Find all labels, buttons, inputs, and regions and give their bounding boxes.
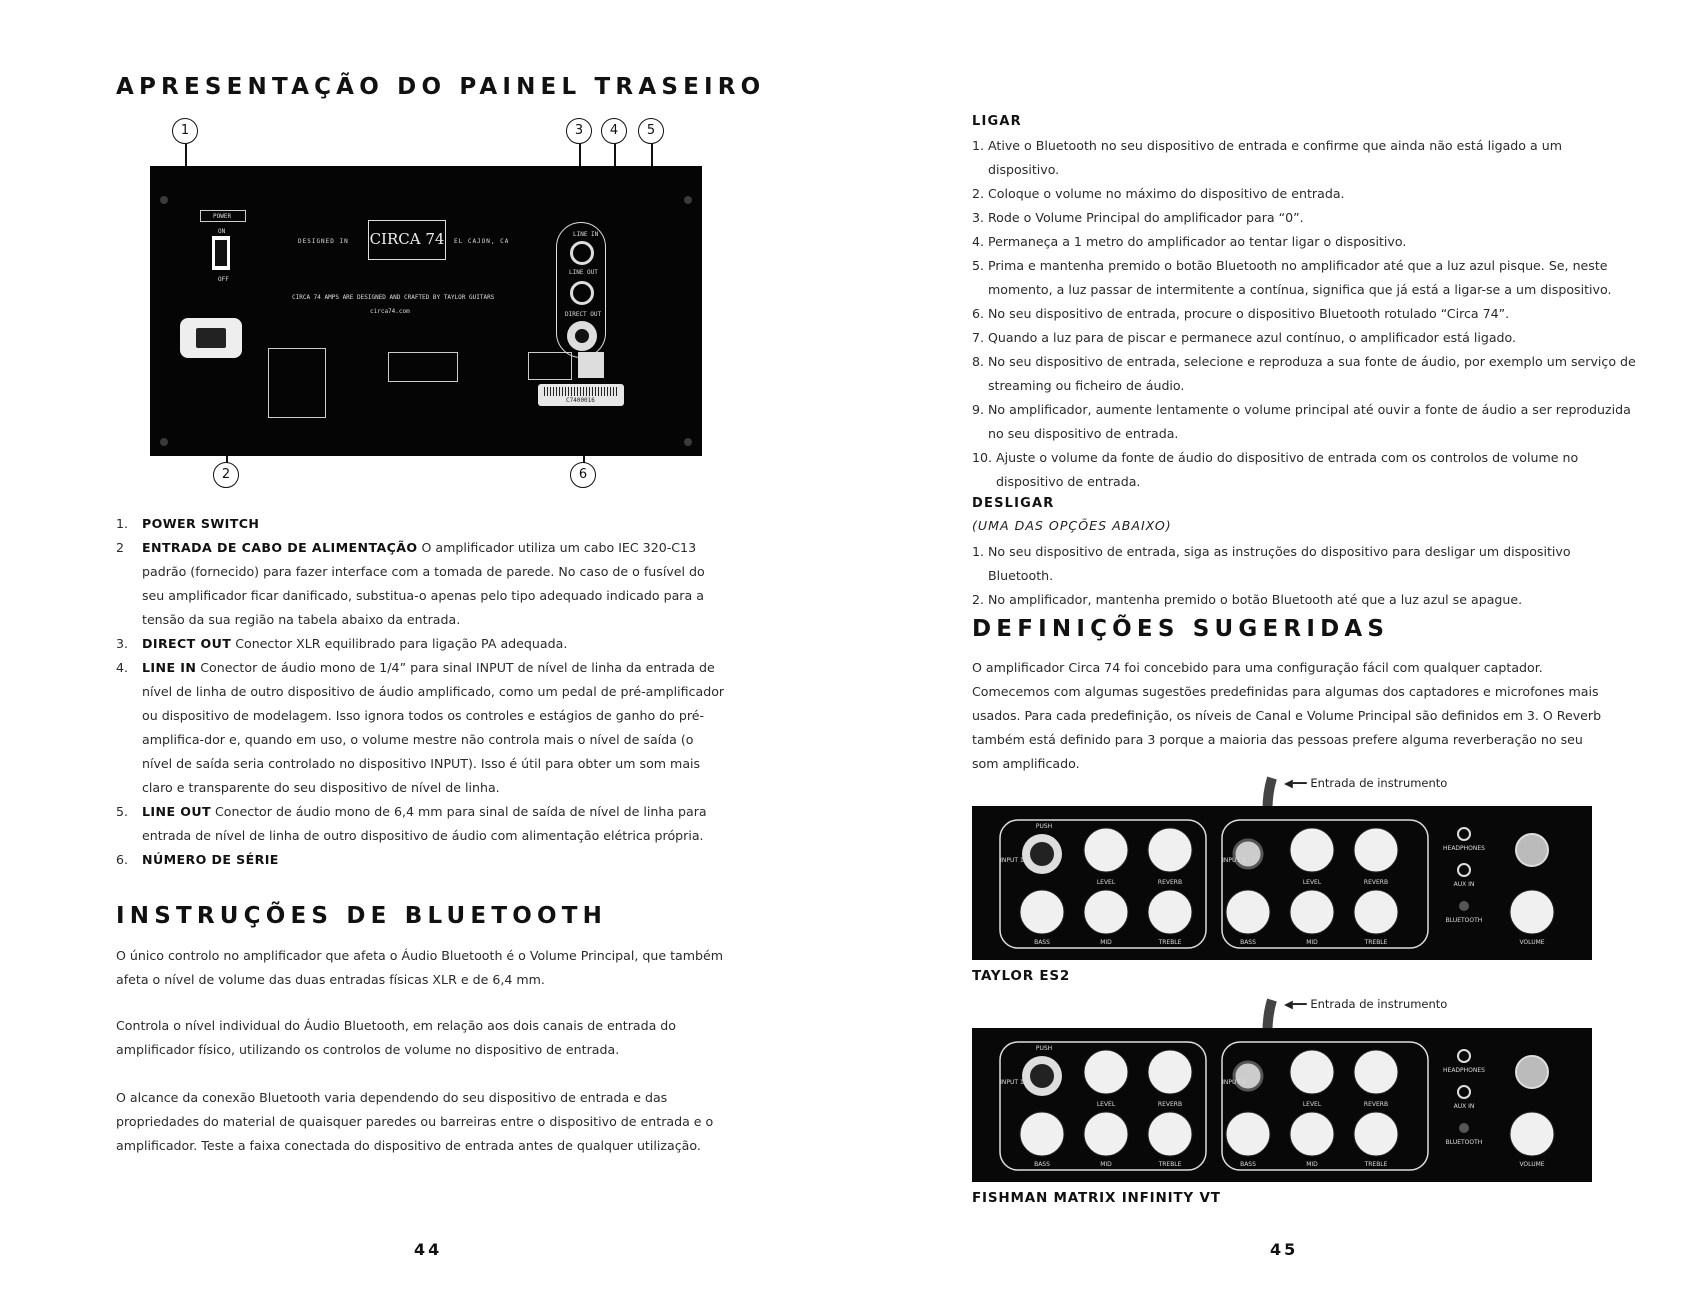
ligar-steps xyxy=(972,134,1637,494)
list-item: 4. Permaneça a 1 metro do amplificador ao tentar ligar o dispositivo. xyxy=(972,234,1407,249)
list-item: 5. LINE OUT Conector de áudio mono de 6,4 mm para sinal de saída de nível de linha para entrada de nível de linha de outro dispositivo de áudio com alimentação elétrica própria. xyxy=(116,804,707,843)
bluetooth-light xyxy=(1516,1056,1548,1088)
power-switch[interactable] xyxy=(212,236,230,270)
list-item: 2. No amplificador, mantenha premido o botão Bluetooth até que a luz azul se apague. xyxy=(972,592,1523,607)
mid-knob[interactable] xyxy=(1290,890,1334,934)
list-item: 1. POWER SWITCH xyxy=(116,516,260,531)
direct-out-label: DIRECT OUT xyxy=(565,311,602,318)
ligar-heading: LIGAR xyxy=(972,114,1022,129)
amp-label: REVERB xyxy=(1363,1101,1389,1108)
page-number: 44 xyxy=(414,1240,443,1259)
treble-knob[interactable] xyxy=(1354,1112,1398,1156)
amp-label: HEADPHONES xyxy=(1443,845,1485,852)
website-label: circa74.com xyxy=(370,308,410,315)
screw xyxy=(160,438,168,446)
bluetooth-heading: INSTRUÇÕES DE BLUETOOTH xyxy=(116,903,608,929)
callout-4: 4 xyxy=(601,118,627,144)
amp-panel-taylor-es2 xyxy=(972,770,1592,962)
amp-label: MID xyxy=(1100,939,1112,946)
amp-label: INPUT 1 xyxy=(1000,857,1024,864)
treble-knob[interactable] xyxy=(1354,890,1398,934)
list-item: 3. DIRECT OUT Conector XLR equilibrado para ligação PA adequada. xyxy=(116,636,568,651)
callout-6: 6 xyxy=(570,462,596,488)
rear-panel-heading: APRESENTAÇÃO DO PAINEL TRASEIRO xyxy=(116,74,766,100)
power-rocker xyxy=(215,240,227,266)
screw xyxy=(160,196,168,204)
bass-knob[interactable] xyxy=(1226,890,1270,934)
list-item: 6. NÚMERO DE SÉRIE xyxy=(116,852,279,867)
reverb-knob[interactable] xyxy=(1148,828,1192,872)
amp-label: BLUETOOTH xyxy=(1445,917,1483,924)
line-out-label: LINE OUT xyxy=(569,269,598,276)
list-item: 2. Coloque o volume no máximo do dispositivo de entrada. xyxy=(972,186,1345,201)
list-item: 9. No amplificador, aumente lentamente o volume principal até ouvir a fonte de áudio a ser reproduzida no seu dispositivo de entrada. xyxy=(972,402,1631,441)
list-item: 2 ENTRADA DE CABO DE ALIMENTAÇÃO O amplificador utiliza um cabo IEC 320-C13 padrão (fornecido) para fazer interface com a tomada de parede. No caso de o fusível do seu amplificador ficar danificado, substitua-o apenas pelo tipo adequado indicado para a tensão da sua região na tabela abaixo da entrada. xyxy=(116,540,705,627)
list-item: 10. Ajuste o volume da fonte de áudio do dispositivo de entrada com os controlos de volume no dispositivo de entrada. xyxy=(972,450,1579,489)
amp-label: BLUETOOTH xyxy=(1445,1139,1483,1146)
list-item: 6. No seu dispositivo de entrada, procure o dispositivo Bluetooth rotulado “Circa 74”. xyxy=(972,306,1510,321)
page-number: 45 xyxy=(1270,1240,1299,1259)
amp-caption-2: FISHMAN MATRIX INFINITY VT xyxy=(972,1190,1221,1206)
callout-3: 3 xyxy=(566,118,592,144)
amp-label: LEVEL xyxy=(1302,1101,1322,1108)
right-page xyxy=(850,0,1700,1314)
volume-knob[interactable] xyxy=(1510,890,1554,934)
amp-label: REVERB xyxy=(1157,1101,1183,1108)
amp-label: INPUT 2 xyxy=(1222,1079,1246,1086)
power-off-label: OFF xyxy=(218,276,229,283)
crafted-by-label: CIRCA 74 AMPS ARE DESIGNED AND CRAFTED BY TAYLOR GUITARS xyxy=(292,294,495,301)
rear-panel-figure xyxy=(150,118,710,498)
amp-label: REVERB xyxy=(1363,879,1389,886)
line-out-jack[interactable] xyxy=(570,281,594,305)
level-knob[interactable] xyxy=(1084,1050,1128,1094)
level-knob[interactable] xyxy=(1084,828,1128,872)
bluetooth-paragraph-3: O alcance da conexão Bluetooth varia dependendo do seu dispositivo de entrada e das propriedades do material de quaisquer paredes ou barreiras entre o dispositivo de entrada e o amplificador. Teste a faixa conectada do dispositivo de entrada antes de qualquer utilização. xyxy=(116,1090,714,1153)
input-arrow-2: ◀━━ Entrada de instrumento xyxy=(1284,997,1448,1011)
amp-label: HEADPHONES xyxy=(1443,1067,1485,1074)
serial-sticker xyxy=(538,384,624,406)
line-in-label: LINE IN xyxy=(573,231,599,238)
volume-knob[interactable] xyxy=(1510,1112,1554,1156)
amp-label: INPUT 2 xyxy=(1222,857,1246,864)
amp-label: PUSH xyxy=(1035,1045,1053,1052)
mid-knob[interactable] xyxy=(1084,1112,1128,1156)
mid-knob[interactable] xyxy=(1290,1112,1334,1156)
combo-input-center xyxy=(1030,842,1054,866)
amp-label: MID xyxy=(1306,939,1318,946)
level-knob[interactable] xyxy=(1290,1050,1334,1094)
power-label: POWER xyxy=(213,213,232,220)
bluetooth-button[interactable] xyxy=(1459,901,1469,911)
reverb-knob[interactable] xyxy=(1354,828,1398,872)
designed-in-label: DESIGNED IN xyxy=(298,238,349,245)
rear-panel xyxy=(150,166,702,456)
list-item: 5. Prima e mantenha premido o botão Bluetooth no amplificador até que a luz azul pisque. Se, neste momento, a luz passar de intermitente a contínua, significa que já está a ligar-se a um dispositivo. xyxy=(972,258,1612,297)
circa-logo: CIRCA 74 xyxy=(368,220,446,260)
treble-knob[interactable] xyxy=(1148,1112,1192,1156)
reverb-knob[interactable] xyxy=(1148,1050,1192,1094)
jack-panel xyxy=(556,222,606,358)
settings-heading: DEFINIÇÕES SUGERIDAS xyxy=(972,616,1390,642)
bluetooth-paragraph-1: O único controlo no amplificador que afeta o Áudio Bluetooth é o Volume Principal, que também afeta o nível de volume das duas entradas físicas XLR e de 6,4 mm. xyxy=(116,948,724,987)
list-item: 1. No seu dispositivo de entrada, siga as instruções do dispositivo para desligar um dispositivo Bluetooth. xyxy=(972,544,1571,583)
amp-label: MID xyxy=(1100,1161,1112,1168)
settings-paragraph: O amplificador Circa 74 foi concebido para uma configuração fácil com qualquer captador. Comecemos com algumas sugestões predefinidas para algumas dos captadores e microfones mais usados. Para cada predefinição, os níveis de Canal e Volume Principal são definidos em 3. O Reverb também está definido para 3 porque a maioria das pessoas prefere alguma reverberação no seu som amplificado. xyxy=(972,660,1602,771)
amp-label: BASS xyxy=(1240,1161,1256,1168)
desligar-heading: DESLIGAR xyxy=(972,496,1055,511)
list-item: 8. No seu dispositivo de entrada, selecione e reproduza a sua fonte de áudio, por exemplo um serviço de streaming ou ficheiro de áudio. xyxy=(972,354,1636,393)
arrow-left-icon: ◀━━ xyxy=(1284,776,1307,790)
caution-label xyxy=(388,352,458,382)
bass-knob[interactable] xyxy=(1226,1112,1270,1156)
arrow-left-icon: ◀━━ xyxy=(1284,997,1307,1011)
callout-1: 1 xyxy=(172,118,198,144)
bass-knob[interactable] xyxy=(1020,1112,1064,1156)
xlr-center xyxy=(575,329,589,343)
amp-label: TREBLE xyxy=(1158,939,1182,946)
amp-label: MID xyxy=(1306,1161,1318,1168)
bluetooth-button[interactable] xyxy=(1459,1123,1469,1133)
certification-label xyxy=(268,348,326,418)
callout-5: 5 xyxy=(638,118,664,144)
level-knob[interactable] xyxy=(1290,828,1334,872)
amp-label: TREBLE xyxy=(1364,1161,1388,1168)
amp-label: REVERB xyxy=(1157,879,1183,886)
feature-list xyxy=(116,512,726,872)
list-item: 1. Ative o Bluetooth no seu dispositivo de entrada e confirme que ainda não está ligado a um dispositivo. xyxy=(972,138,1562,177)
reverb-knob[interactable] xyxy=(1354,1050,1398,1094)
serial-number: C7400016 xyxy=(566,397,595,404)
amp-label: TREBLE xyxy=(1158,1161,1182,1168)
amp-label: LEVEL xyxy=(1096,1101,1116,1108)
amp-label: AUX IN xyxy=(1453,881,1475,888)
bluetooth-paragraph-2: Controla o nível individual do Áudio Bluetooth, em relação aos dois canais de entrada do amplificador físico, utilizando os controlos de volume no dispositivo de entrada. xyxy=(116,1018,677,1057)
amp-label: BASS xyxy=(1034,939,1050,946)
input-arrow-1: ◀━━ Entrada de instrumento xyxy=(1284,776,1448,790)
xlr-jack[interactable] xyxy=(567,321,597,351)
amp-panel-fishman-matrix xyxy=(972,992,1592,1184)
amp-label: BASS xyxy=(1240,939,1256,946)
screw xyxy=(684,196,692,204)
power-on-label: ON xyxy=(218,228,226,235)
barcode xyxy=(544,387,618,396)
manual-qr-label xyxy=(528,352,572,380)
list-item: 4. LINE IN Conector de áudio mono de 1/4” para sinal INPUT de nível de linha da entrada de nível de linha de outro dispositivo de áudio amplificado, como um pedal de pré-amplificador ou dispositivo de modelagem. Isso ignora todos os controles e estágios de ganho do pré-amplifica-dor e, quando em uso, o volume mestre não controla mais o nível de saída (o nível de saída seria controlado no dispositivo INPUT). Isso é útil para obter um som mais claro e transparente do seu dispositivo de nível de linha. xyxy=(116,660,725,795)
amp-label: INPUT 1 xyxy=(1000,1079,1024,1086)
inlet-socket xyxy=(196,328,226,348)
line-in-jack[interactable] xyxy=(570,241,594,265)
amp-label: BASS xyxy=(1034,1161,1050,1168)
amp-label: LEVEL xyxy=(1302,879,1322,886)
amp-label: VOLUME xyxy=(1519,939,1545,946)
el-cajon-label: EL CAJON, CA xyxy=(454,238,510,245)
list-item: 3. Rode o Volume Principal do amplificador para “0”. xyxy=(972,210,1304,225)
amp-label: TREBLE xyxy=(1364,939,1388,946)
list-item: 7. Quando a luz para de piscar e permanece azul contínuo, o amplificador está ligado. xyxy=(972,330,1517,345)
amp-label: AUX IN xyxy=(1453,1103,1475,1110)
amp-caption-1: TAYLOR ES2 xyxy=(972,968,1071,984)
amp-faceplate xyxy=(972,1028,1592,1182)
amp-label: VOLUME xyxy=(1519,1161,1545,1168)
desligar-steps xyxy=(972,540,1637,612)
combo-input-center xyxy=(1030,1064,1054,1088)
power-inlet[interactable] xyxy=(180,318,242,358)
amp-label: LEVEL xyxy=(1096,879,1116,886)
amp-label: PUSH xyxy=(1035,823,1053,830)
desligar-subheading: (UMA DAS OPÇÕES ABAIXO) xyxy=(972,518,1172,533)
bass-knob[interactable] xyxy=(1020,890,1064,934)
power-label-box xyxy=(200,210,246,222)
mid-knob[interactable] xyxy=(1084,890,1128,934)
treble-knob[interactable] xyxy=(1148,890,1192,934)
screw xyxy=(684,438,692,446)
bluetooth-light xyxy=(1516,834,1548,866)
amp-faceplate xyxy=(972,806,1592,960)
callout-2: 2 xyxy=(213,462,239,488)
